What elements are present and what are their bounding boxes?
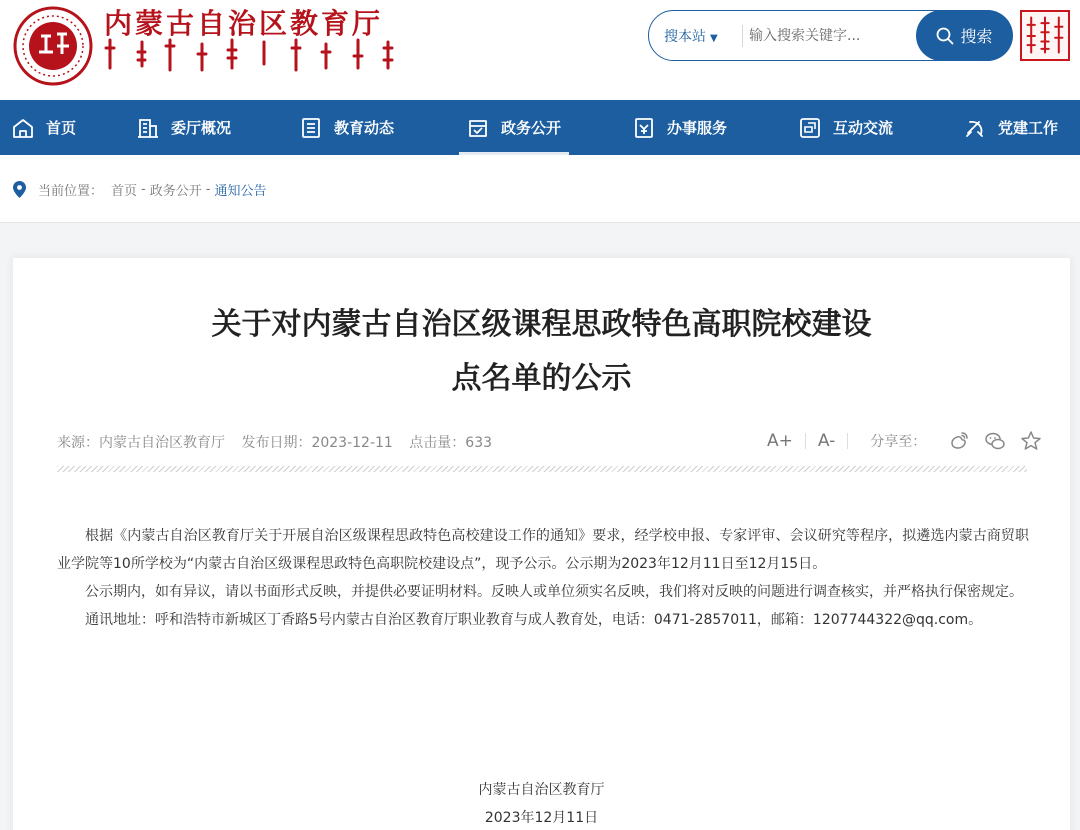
share-label: 分享至：	[870, 434, 927, 450]
site-header	[0, 0, 1080, 100]
article-paragraph: 公示期内，如有异议，请以书面形式反映，并提供必要证明材料。反映人或单位须实名反映，我们将对反映的问题进行调查核实，并严格执行保密规定。	[85, 584, 1023, 600]
party-emblem-icon	[964, 117, 986, 139]
article-sign-date: 2023年12月11日	[484, 810, 599, 826]
department-emblem-logo[interactable]	[13, 6, 93, 86]
nav-label: 教育动态	[334, 119, 395, 137]
font-increase-button[interactable]: A+	[767, 431, 793, 451]
list-icon	[300, 117, 322, 139]
article-source: 来源：内蒙古自治区教育厅	[57, 435, 225, 451]
article-title	[13, 298, 1070, 406]
nav-label: 委厅概况	[171, 119, 232, 137]
home-icon	[12, 117, 34, 139]
search-box	[648, 10, 1012, 61]
service-icon	[633, 117, 655, 139]
location-pin-icon	[13, 181, 26, 198]
article-card	[13, 258, 1070, 830]
star-favorite-icon[interactable]	[1020, 430, 1042, 452]
font-decrease-button[interactable]: A-	[817, 431, 836, 451]
article-publish-date: 发布日期：2023-12-11	[241, 435, 393, 451]
nav-item-home[interactable]	[12, 100, 76, 155]
inbox-check-icon	[467, 117, 489, 139]
caret-down-icon: ▼	[710, 33, 718, 44]
article-paragraph: 通讯地址：呼和浩特市新城区丁香路5号内蒙古自治区教育厅职业教育与成人教育处，电话：0471-2857011，邮箱：1207744322@qq.com。	[85, 612, 983, 628]
main-nav	[0, 100, 1080, 155]
breadcrumb-bar	[0, 155, 1080, 223]
breadcrumb	[13, 180, 266, 199]
breadcrumb-separator: -	[205, 182, 211, 197]
article-signature-block	[13, 776, 1070, 830]
site-title[interactable]: 内蒙古自治区教育厅	[104, 7, 384, 40]
nav-label: 党建工作	[998, 119, 1059, 137]
article-tools	[755, 430, 1042, 452]
search-input[interactable]	[749, 21, 909, 51]
nav-item-education-news[interactable]	[300, 100, 394, 155]
nav-item-services[interactable]	[633, 100, 727, 155]
breadcrumb-link-home[interactable]: 首页	[111, 184, 138, 199]
article-title-line: 点名单的公示	[451, 361, 632, 396]
wechat-share-icon[interactable]	[984, 430, 1006, 452]
search-divider	[742, 25, 743, 47]
breadcrumb-prefix: 当前位置：	[38, 184, 104, 199]
nav-item-interaction[interactable]	[799, 100, 893, 155]
breadcrumb-separator: -	[141, 182, 146, 197]
breadcrumb-link-notices[interactable]: 通知公告	[214, 184, 267, 199]
nav-label: 互动交流	[833, 119, 894, 137]
weibo-share-icon[interactable]	[948, 430, 970, 452]
nav-item-party-building[interactable]	[964, 100, 1058, 155]
article-click-count: 点击量：633	[409, 435, 493, 451]
article-meta	[57, 432, 504, 452]
nav-item-overview[interactable]	[137, 100, 231, 155]
nav-label: 办事服务	[667, 119, 728, 137]
search-icon	[936, 27, 954, 45]
interaction-icon	[799, 117, 821, 139]
article-signature: 内蒙古自治区教育厅	[478, 782, 605, 798]
hatched-divider	[57, 466, 1027, 472]
article-paragraph: 根据《内蒙古自治区教育厅关于开展自治区级课程思政特色高校建设工作的通知》要求，经学校申报、专家评审、会议研究等程序，拟遴选内蒙古商贸职业学院等10所学校为“内蒙古自治区级课程思政特色高职院校建设点”，现予公示。公示期为2023年12月11日至12月15日。	[57, 528, 1029, 572]
search-scope-label: 搜本站	[664, 29, 706, 45]
search-button-label: 搜索	[960, 27, 993, 46]
breadcrumb-link-government-affairs[interactable]: 政务公开	[149, 184, 202, 199]
article-title-line: 关于对内蒙古自治区级课程思政特色高职院校建设	[211, 307, 872, 342]
mongolian-seal-logo[interactable]	[1020, 10, 1070, 61]
nav-item-government-affairs[interactable]	[467, 100, 561, 155]
search-button[interactable]	[916, 10, 1013, 61]
nav-label: 首页	[46, 119, 77, 137]
mongolian-script-title	[104, 38, 404, 72]
building-icon	[137, 117, 159, 139]
tool-divider	[847, 433, 848, 449]
nav-label: 政务公开	[501, 119, 562, 137]
article-body	[57, 522, 1029, 634]
search-scope-select[interactable]	[664, 26, 718, 46]
